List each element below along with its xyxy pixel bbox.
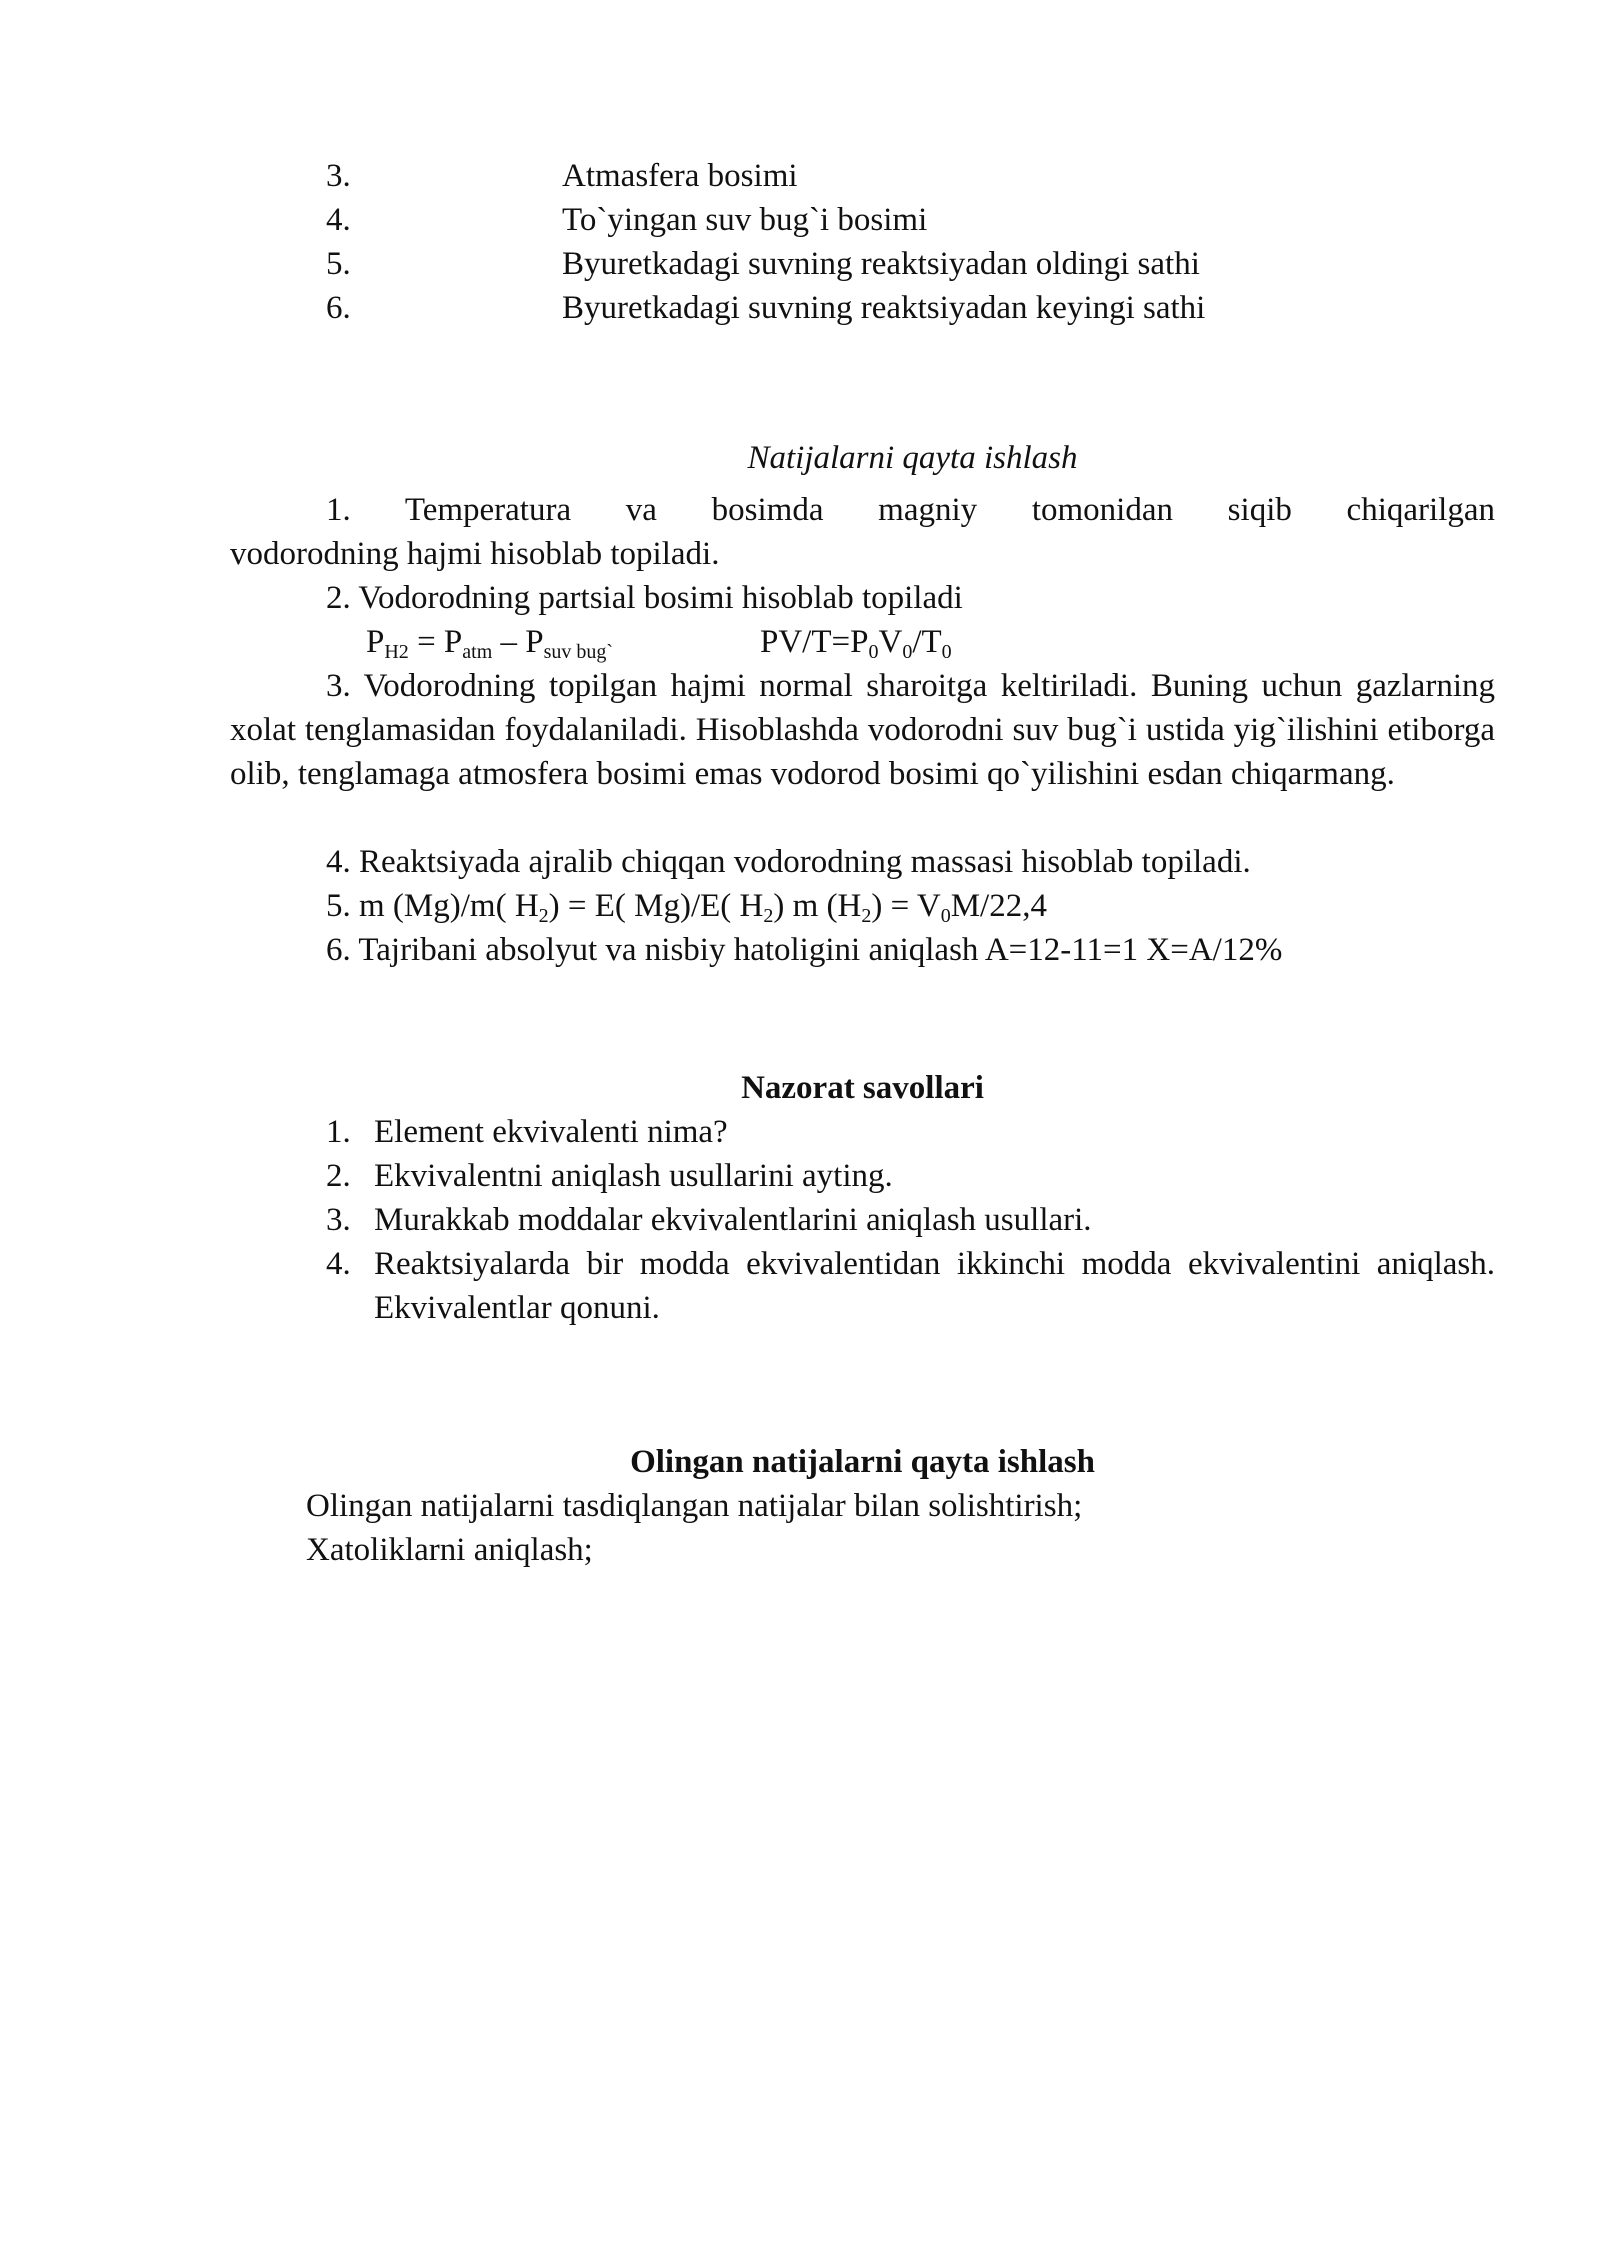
list-item-text: Murakkab moddalar ekvivalentlarini aniqlash usullari. (374, 1202, 1092, 1238)
list-item (326, 1110, 1495, 1154)
list-item (326, 1242, 1495, 1330)
list-item (326, 1198, 1495, 1242)
step-5-formula: 5. m (Mg)/m( $H_2) = E$( Mg)/E( $H_2$) m $(H_2) = V_0M/22,4$ (326, 888, 1047, 927)
section-title-control-questions: Nazorat savollari (741, 1070, 984, 1106)
list-number: 3. (326, 158, 351, 194)
list-number: 6. (326, 290, 351, 326)
list-item (326, 1154, 1495, 1198)
list-item-text: Byuretkadagi suvning reaktsiyadan keyingi sathi (562, 290, 1206, 326)
list-number: 3. (326, 1202, 351, 1238)
list-item-text: Ekvivalentni aniqlash usullarini ayting. (374, 1158, 893, 1194)
list-number: 5. (326, 246, 351, 282)
list-number: 2. (326, 1158, 351, 1194)
list-number: 4. (326, 202, 351, 238)
step-4: 4. Reaktsiyada ajralib chiqqan vodorodning massasi hisoblab topiladi. (326, 844, 1251, 880)
results-line-1: Olingan natijalarni tasdiqlangan natijalar bilan solishtirish; (306, 1488, 1083, 1524)
list-number: 4. (326, 1246, 351, 1282)
step-2: 2. Vodorodning partsial bosimi hisoblab topiladi (326, 580, 963, 616)
list-item-text: To`yingan suv bug`i bosimi (562, 202, 928, 238)
step-6: 6. Tajribani absolyut va nisbiy hatoligini aniqlash A=12-11=1 X=A/12% (326, 932, 1283, 968)
list-item-text: Atmasfera bosimi (562, 158, 798, 194)
section-title-processing: Natijalarni qayta ishlash (747, 440, 1078, 476)
formula-gas-law: $PV/T=P_0V_0/T_0$ (760, 624, 952, 663)
list-item-text: Reaktsiyalarda bir modda ekvivalentidan ikkinchi modda ekvivalentini aniqlash. Ekvivalentlar qonuni. (374, 1246, 1495, 1326)
formula-partial-pressure: $P_{H2} = P_{atm} - P_{suv bug`}$ (366, 624, 614, 663)
step-1-line-2: vodorodning hajmi hisoblab topiladi. (230, 536, 720, 572)
list-item-text: Byuretkadagi suvning reaktsiyadan oldingi sathi (562, 246, 1200, 282)
step-3: 3. Vodorodning topilgan hajmi normal sharoitga keltiriladi. Buning uchun gazlarning xolat tenglamasidan foydalaniladi. Hisoblashda vodorodni suv bug`i ustida yig`ilishini etiborga olib, tenglamaga atmosfera bosimi emas vodorod bosimi qo`yilishini esdan chiqarmang. (230, 668, 1495, 792)
list-item-text: Element ekvivalenti nima? (374, 1114, 728, 1150)
step-1-line-1: 1. Temperatura va bosimda magniy tomonidan siqib chiqarilgan (326, 492, 1495, 528)
section-title-results: Olingan natijalarni qayta ishlash (630, 1444, 1095, 1480)
results-line-2: Xatoliklarni aniqlash; (306, 1532, 593, 1568)
list-number: 1. (326, 1114, 351, 1150)
